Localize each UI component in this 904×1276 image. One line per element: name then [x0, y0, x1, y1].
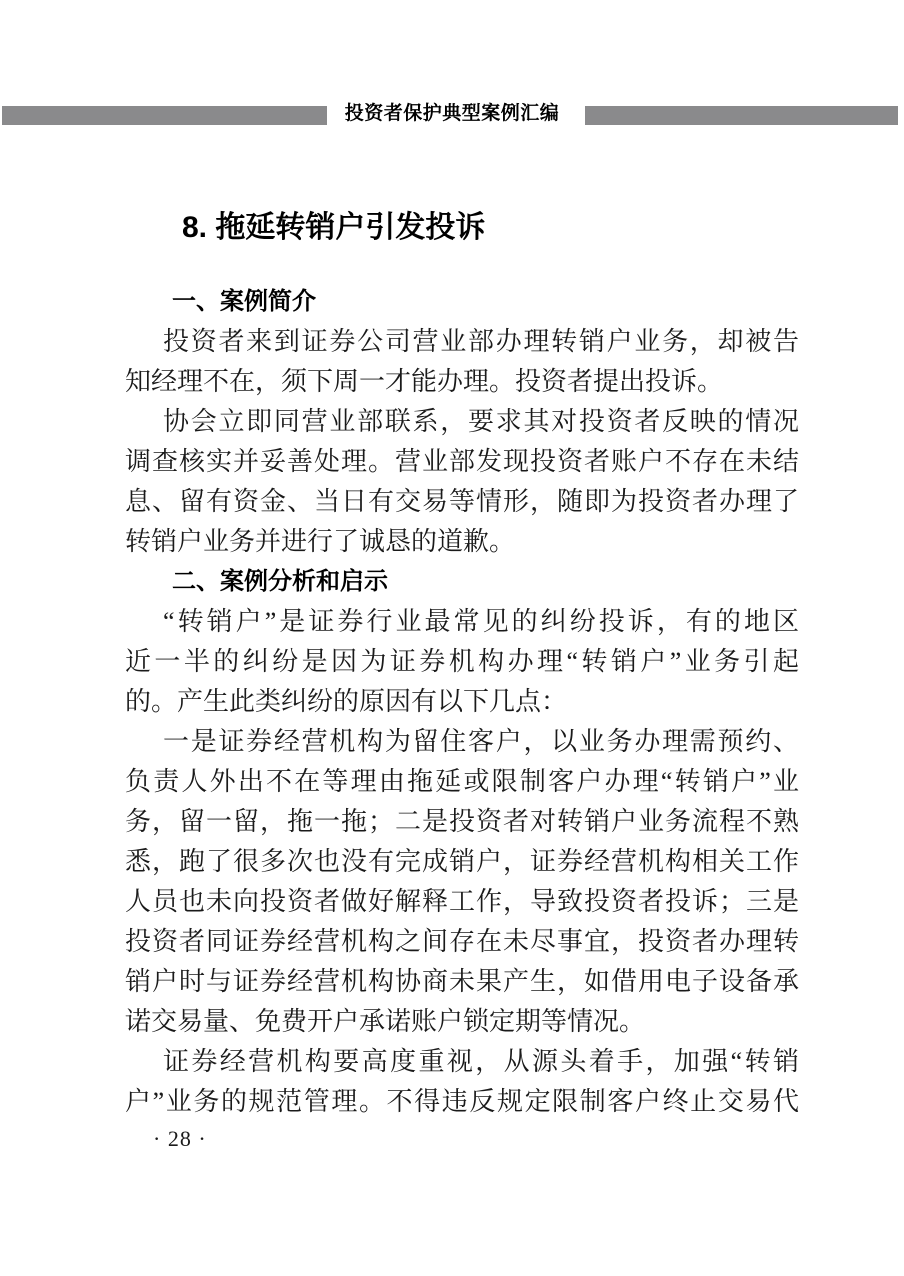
- body-line: 一是证券经营机构为留住客户，以业务办理需预约、: [163, 727, 799, 756]
- body-line: 负责人外出不在等理由拖延或限制客户办理“转销户”业: [125, 767, 799, 796]
- body-line: 转销户业务并进行了诚恳的道歉。: [125, 527, 516, 556]
- body-line: 投资者同证券经营机构之间存在未尽事宜，投资者办理转: [125, 927, 799, 956]
- running-header-title: 投资者保护典型案例汇编: [344, 103, 560, 124]
- body-line: 的。产生此类纠纷的原因有以下几点：: [125, 687, 568, 716]
- body-line: 诺交易量、免费开户承诺账户锁定期等情况。: [125, 1007, 646, 1036]
- paragraph: [125, 602, 799, 722]
- paragraph: [125, 402, 799, 562]
- body-line: 悉，跑了很多次也没有完成销户，证券经营机构相关工作: [125, 847, 799, 876]
- body-sections: [125, 282, 799, 1122]
- body-line: 证券经营机构要高度重视，从源头着手，加强“转销: [163, 1047, 799, 1076]
- header-rule-right: [585, 106, 898, 125]
- chapter-title: 8. 拖延转销户引发投诉: [182, 211, 486, 244]
- body-line: 投资者来到证券公司营业部办理转销户业务，却被告: [163, 327, 799, 356]
- body-line: 销户时与证券经营机构协商未果产生，如借用电子设备承: [125, 967, 799, 996]
- page-content: [125, 210, 799, 1156]
- section-heading: 二、案例分析和启示: [172, 568, 388, 595]
- paragraph: [125, 322, 799, 402]
- body-line: “转销户”是证券行业最常见的纠纷投诉，有的地区: [163, 607, 799, 636]
- page-number: · 28 ·: [153, 1126, 207, 1151]
- paragraph: [125, 1042, 799, 1122]
- body-line: 近一半的纠纷是因为证券机构办理“转销户”业务引起: [125, 647, 799, 676]
- body-line: 人员也未向投资者做好解释工作，导致投资者投诉；三是: [125, 887, 799, 916]
- body-line: 调查核实并妥善处理。营业部发现投资者账户不存在未结: [125, 447, 799, 476]
- body-line: 户”业务的规范管理。不得违反规定限制客户终止交易代: [125, 1087, 799, 1116]
- body-line: 知经理不在，须下周一才能办理。投资者提出投诉。: [125, 367, 724, 396]
- section-heading: 一、案例简介: [172, 288, 316, 315]
- body-line: 务，留一留，拖一拖；二是投资者对转销户业务流程不熟: [125, 807, 799, 836]
- body-line: 协会立即同营业部联系，要求其对投资者反映的情况: [163, 407, 799, 436]
- body-line: 息、留有资金、当日有交易等情形，随即为投资者办理了: [125, 487, 799, 516]
- paragraph: [125, 722, 799, 1042]
